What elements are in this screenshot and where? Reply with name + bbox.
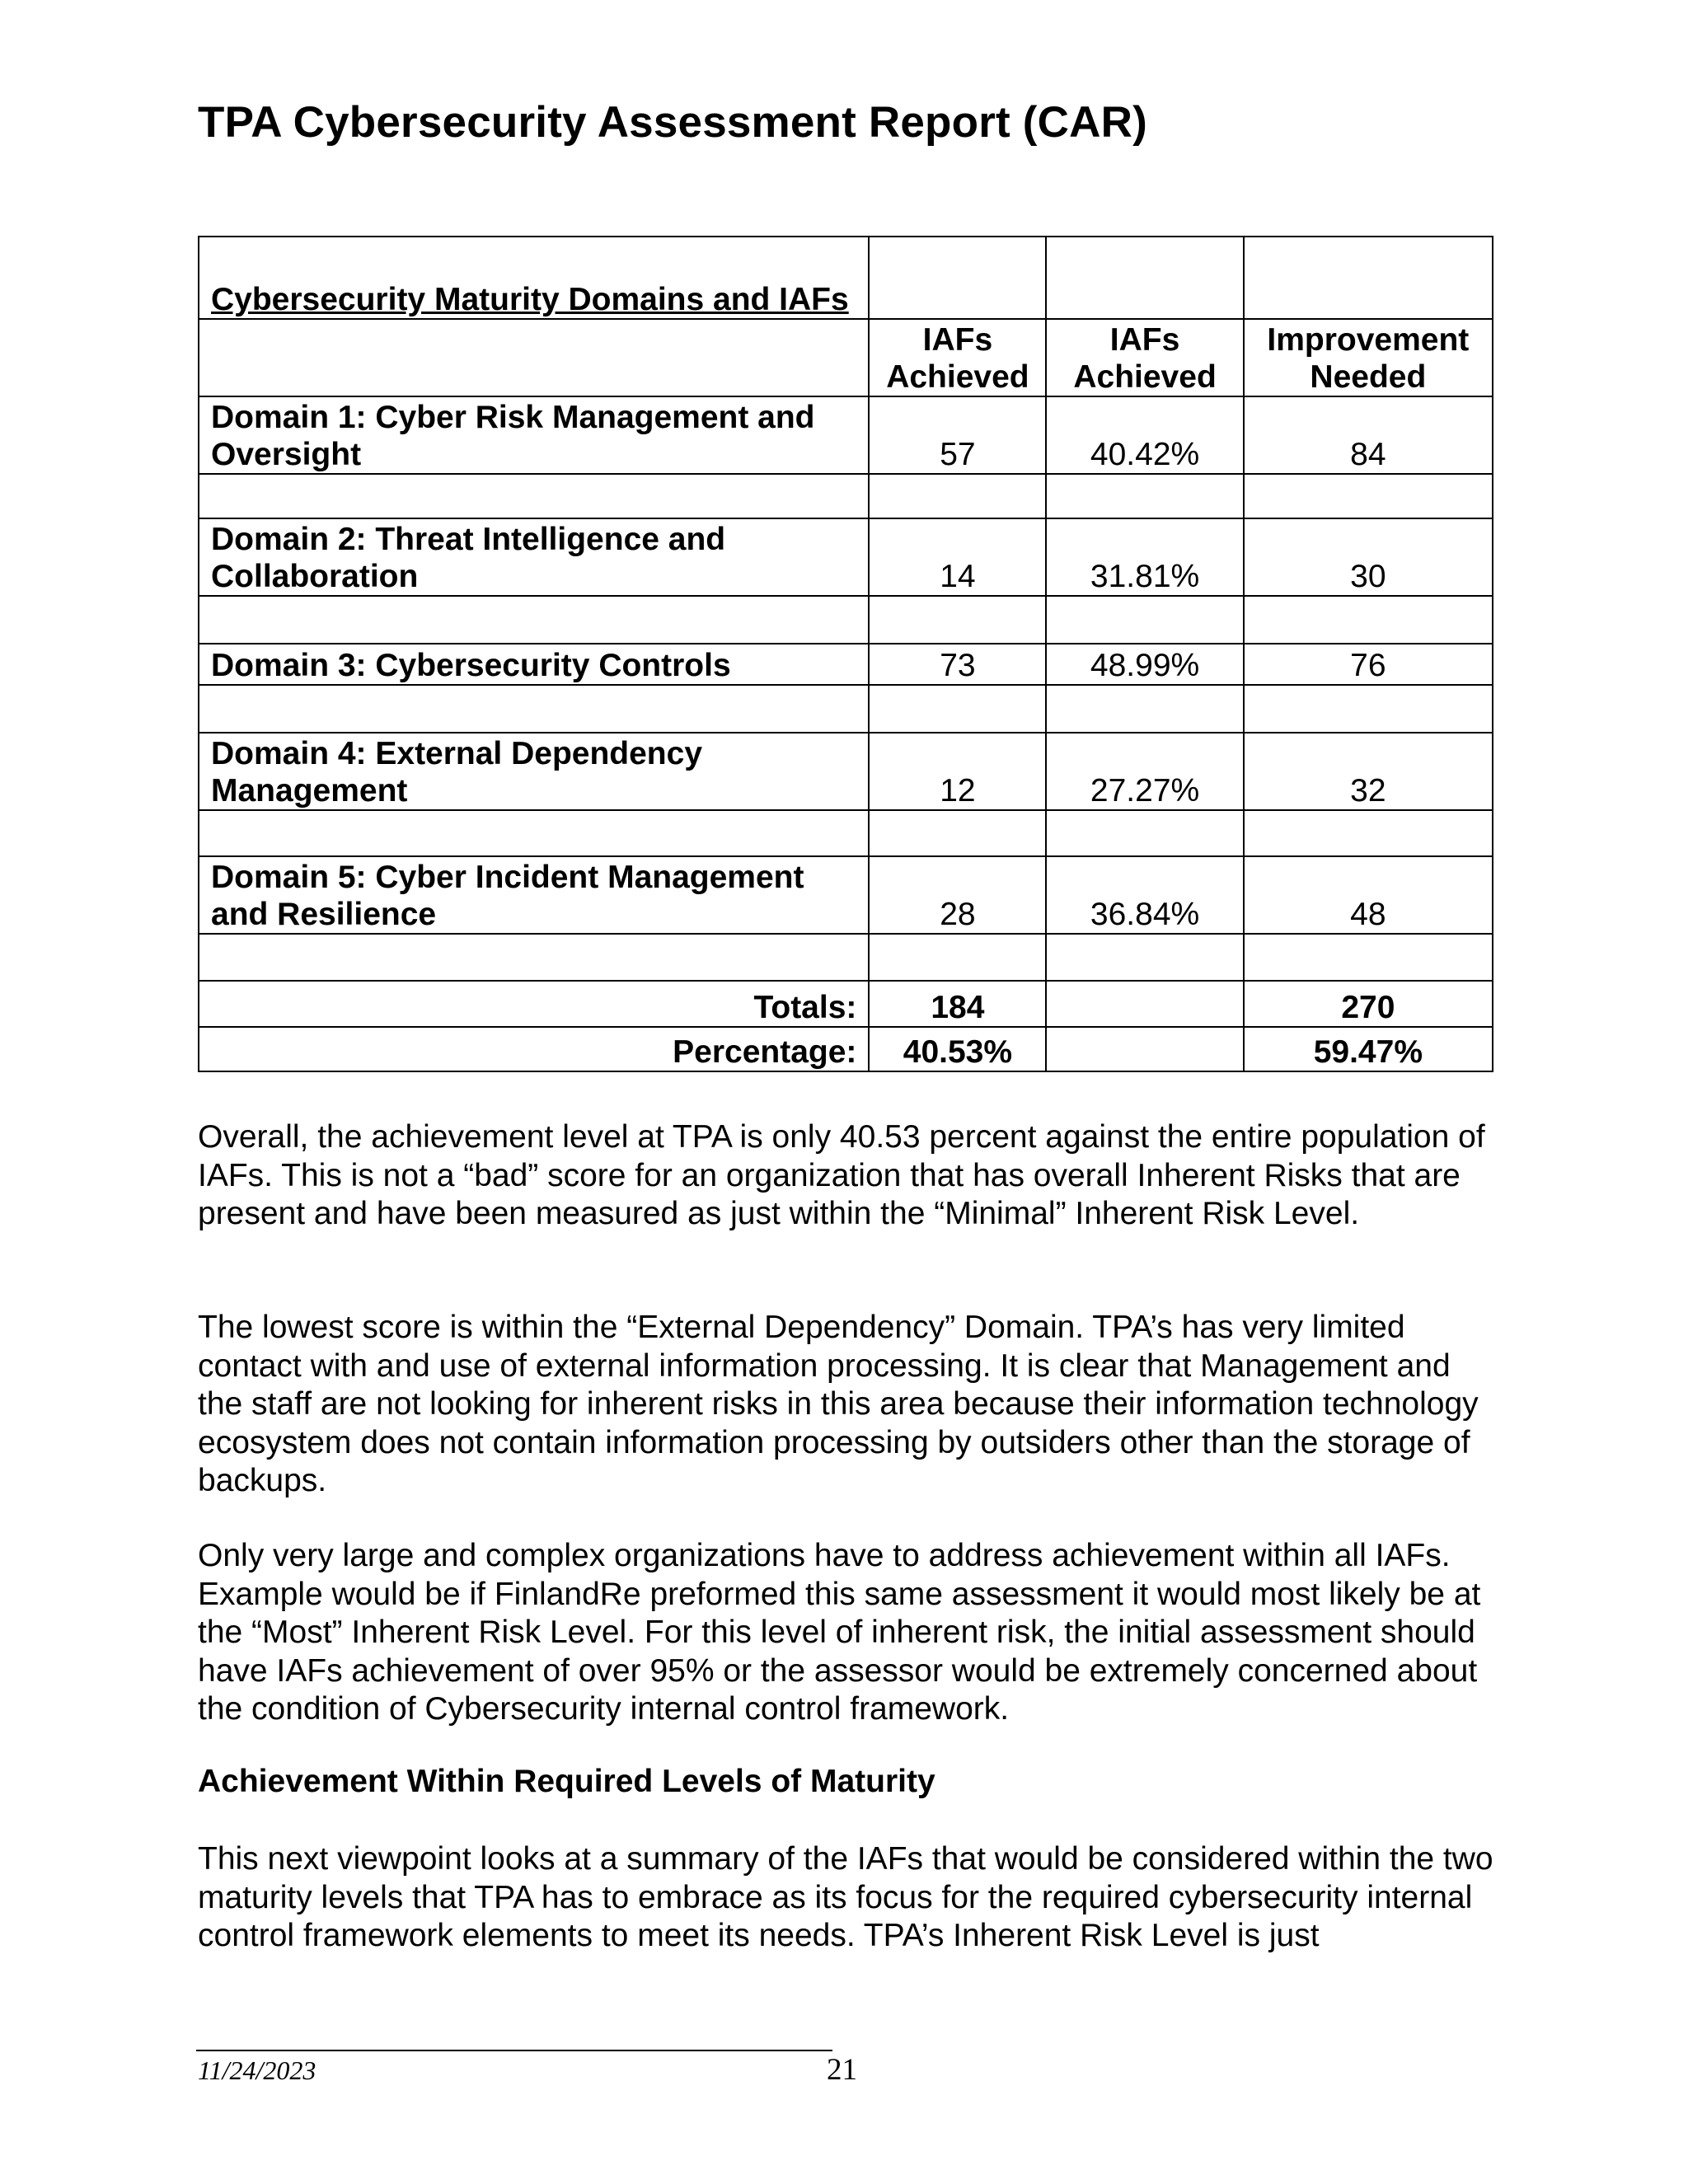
totals-achieved: 184 (869, 981, 1046, 1027)
totals-row (199, 981, 1493, 1027)
paragraph-lowest-score: The lowest score is within the “External Dependency” Domain. TPA’s has very limited contact with and use of external information processing. It is clear that Management and the staff are not looking for inherent risks in this area because their information technology ecosystem does not contain information processing by outsiders other than the storage of backups. (198, 1310, 1479, 1498)
table-title-row (199, 237, 1493, 319)
section-heading: Achievement Within Required Levels of Maturity (198, 1764, 935, 1799)
maturity-domains-table (198, 236, 1493, 1072)
percentage-row (199, 1027, 1493, 1071)
spacer-row (199, 474, 1493, 518)
page-title: TPA Cybersecurity Assessment Report (CAR) (198, 98, 1147, 147)
domain-name: Domain 4: External Dependency Management (199, 733, 869, 810)
iafs-achieved: 14 (869, 518, 1046, 596)
percentage-achieved: 40.53% (869, 1027, 1046, 1071)
domain-name: Domain 5: Cyber Incident Management and Resilience (199, 856, 869, 934)
table-heading: Cybersecurity Maturity Domains and IAFs (199, 237, 869, 319)
improvement-needed: 48 (1244, 856, 1493, 934)
column-header-improvement-needed: Improvement Needed (1244, 319, 1493, 396)
totals-label: Totals: (199, 981, 869, 1027)
table-row (199, 518, 1493, 596)
table-row (199, 733, 1493, 810)
domain-name: Domain 1: Cyber Risk Management and Oversight (199, 396, 869, 474)
column-header-row (199, 319, 1493, 396)
spacer-row (199, 934, 1493, 981)
iafs-achieved: 73 (869, 644, 1046, 685)
percentage-label: Percentage: (199, 1027, 869, 1071)
iafs-achieved-percent: 36.84% (1046, 856, 1243, 934)
table-row (199, 644, 1493, 685)
iafs-achieved-percent: 40.42% (1046, 396, 1243, 474)
iafs-achieved-percent: 31.81% (1046, 518, 1243, 596)
table-row (199, 396, 1493, 474)
domain-name: Domain 3: Cybersecurity Controls (199, 644, 869, 685)
improvement-needed: 76 (1244, 644, 1493, 685)
iafs-achieved: 12 (869, 733, 1046, 810)
table-row (199, 856, 1493, 934)
totals-needed: 270 (1244, 981, 1493, 1027)
iafs-achieved-percent: 48.99% (1046, 644, 1243, 685)
improvement-needed: 30 (1244, 518, 1493, 596)
improvement-needed: 84 (1244, 396, 1493, 474)
iafs-achieved: 57 (869, 396, 1046, 474)
domain-name: Domain 2: Threat Intelligence and Collaboration (199, 518, 869, 596)
percentage-needed: 59.47% (1244, 1027, 1493, 1071)
spacer-row (199, 596, 1493, 644)
paragraph-next-viewpoint: This next viewpoint looks at a summary of the IAFs that would be considered within the two maturity levels that TPA has to embrace as its focus for the required cybersecurity internal control framework elements to meet its needs. TPA’s Inherent Risk Level is just (198, 1841, 1493, 1953)
column-header-iafs-achieved-percent: IAFs Achieved (1046, 319, 1243, 396)
paragraph-large-organizations: Only very large and complex organizations have to address achievement within all IAFs. Example would be if FinlandRe preformed this same assessment it would most likely be at the “Most” Inherent Risk Level. For this level of inherent risk, the initial assessment should have IAFs achievement of over 95% or the assessor would be extremely concerned about the condition of Cybersecurity internal control framework. (198, 1538, 1481, 1727)
page-number: 21 (827, 2053, 857, 2087)
iafs-achieved-percent: 27.27% (1046, 733, 1243, 810)
spacer-row (199, 685, 1493, 733)
spacer-row (199, 810, 1493, 856)
paragraph-overall: Overall, the achievement level at TPA is only 40.53 percent against the entire population of IAFs. This is not a “bad” score for an organization that has overall Inherent Risks that are present and have been measured as just within the “Minimal” Inherent Risk Level. (198, 1119, 1485, 1231)
improvement-needed: 32 (1244, 733, 1493, 810)
footer-date: 11/24/2023 (198, 2055, 316, 2085)
column-header-iafs-achieved: IAFs Achieved (869, 319, 1046, 396)
iafs-achieved: 28 (869, 856, 1046, 934)
footer-rule (196, 2050, 832, 2051)
